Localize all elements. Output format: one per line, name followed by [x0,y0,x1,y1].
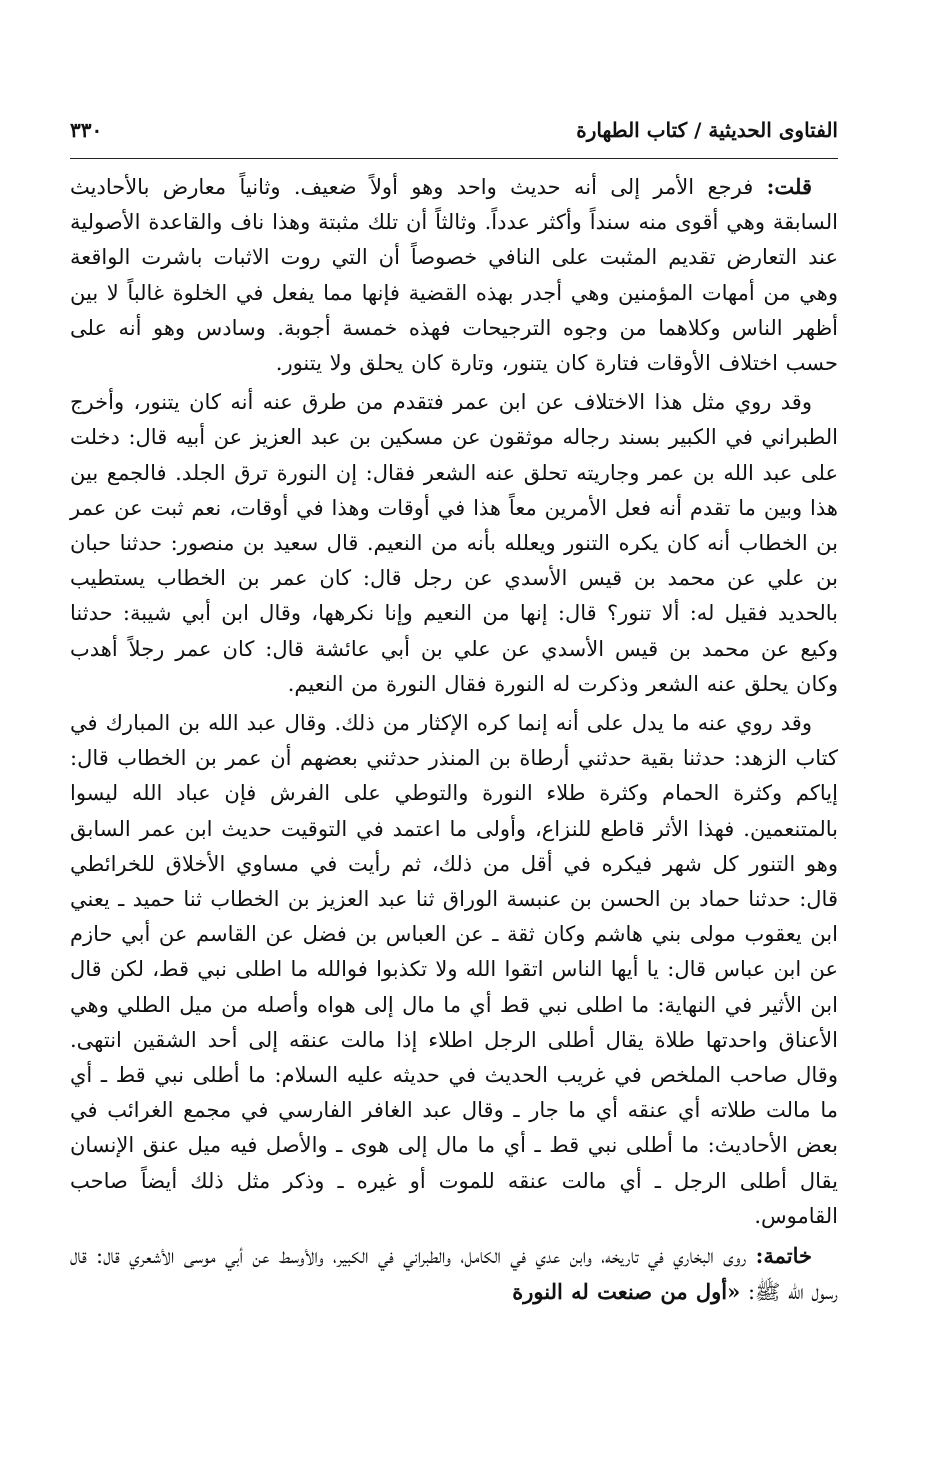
paragraph-lead: قلت: [766,174,812,199]
page-number: ٣٣٠ [70,118,103,142]
paragraph-text: فرجع الأمر إلى أنه حديث واحد وهو أولاً ضعيف. وثانياً معارض بالأحاديث السابقة وهي أقوى منه سنداً وأكثر عدداً. وثالثاً أن تلك مثبتة وهذا ناف والقاعدة الأصولية عند التعارض تقديم المثبت على النافي خصوصاً أن التي روت الاثبات باشرت الواقعة وهي من أمهات المؤمنين وهي أجدر بهذه القضية فإنها مما يفعل في الخلوة غالباً لا بين أظهر الناس وكلاهما من وجوه الترجيحات فهذه خمسة أجوبة. وسادس وهو أنه على حسب اختلاف الأوقات فتارة كان يتنور، وتارة كان يحلق ولا يتنور. [70,175,838,376]
paragraph-text: روى البخاري في تاريخه، وابن عدي في الكامل، والطبراني في الكبير، والأوسط عن أبي موسى الأشعري قال: قال رسول الله ﷺ: [70,1244,838,1305]
paragraph-2 [70,385,838,702]
header-title: الفتاوى الحديثية / كتاب الطهارة [576,118,838,142]
paragraph-3 [70,706,838,1234]
running-header [70,118,838,152]
paragraph-text: وقد روي عنه ما يدل على أنه إنما كره الإكثار من ذلك. وقال عبد الله بن المبارك في كتاب الزهد: حدثنا بقية حدثني أرطاة بن المنذر حدثني بعضهم أن عمر بن الخطاب قال: إياكم وكثرة الحمام وكثرة طلاء النورة والتوطي على الفرش فإن عباد الله ليسوا بالمتنعمين. فهذا الأثر قاطع للنزاع، وأولى ما اعتمد في التوقيت حديث ابن عمر السابق وهو التنور كل شهر فيكره في أقل من ذلك، ثم رأيت في مساوي الأخلاق للخرائطي قال: حدثنا حماد بن الحسن بن عنبسة الوراق ثنا عبد العزيز بن الخطاب ثنا حميد ـ يعني ابن يعقوب مولى بني هاشم وكان ثقة ـ عن العباس بن فضل عن القاسم عن أبي حازم عن ابن عباس قال: يا أيها الناس اتقوا الله ولا تكذبوا فوالله ما اطلى نبي قط، لكن قال ابن الأثير في النهاية: ما اطلى نبي قط أي ما مال إلى هواه وأصله من ميل الطلي وهي الأعناق واحدتها طلاة يقال أطلى الرجل اطلاء إذا مالت عنقه إلى أحد الشقين انتهى. وقال صاحب الملخص في غريب الحديث في حديثه عليه السلام: ما أطلى نبي قط ـ أي ما مالت طلاته أي عنقه أي ما جار ـ وقال عبد الغافر الفارسي في مجمع الغرائب في بعض الأحاديث: ما أطلى نبي قط ـ أي ما مال إلى هوى ـ والأصل فيه ميل عنق الإنسان يقال أطلى الرجل ـ أي مالت عنقه للموت أو غيره ـ وذكر مثل ذلك أيضاً صاحب القاموس. [70,711,838,1228]
paragraph-1 [70,169,838,381]
paragraph-lead: خاتمة: [755,1243,812,1269]
paragraph-4 [70,1238,838,1310]
document-page [70,118,838,1315]
paragraph-text: وقد روي مثل هذا الاختلاف عن ابن عمر فتقدم من طرق عنه أنه كان يتنور، وأخرج الطبراني في الكبير بسند رجاله موثقون عن مسكين بن عبد العزيز عن أبيه قال: دخلت على عبد الله بن عمر وجاريته تحلق عنه الشعر فقال: إن النورة ترق الجلد. فالجمع بين هذا وبين ما تقدم أنه فعل الأمرين معاً هذا في أوقات وهذا في أوقات، نعم ثبت عن عمر بن الخطاب أنه كان يكره التنور ويعلله بأنه من النعيم. قال سعيد بن منصور: حدثنا حبان بن علي عن محمد بن قيس الأسدي عن رجل قال: كان عمر بن الخطاب يستطيب بالحديد فقيل له: ألا تنور؟ قال: إنها من النعيم وإنا نكرهها، وقال ابن أبي شيبة: حدثنا وكيع عن محمد بن قيس الأسدي عن علي بن أبي عائشة قال: كان عمر رجلاً أهدب وكان يحلق عنه الشعر وذكرت له النورة فقال النورة من النعيم. [70,390,838,696]
document-body [70,169,838,1311]
header-rule [70,158,838,159]
hadith-quote: «أول من صنعت له النورة [512,1279,741,1305]
